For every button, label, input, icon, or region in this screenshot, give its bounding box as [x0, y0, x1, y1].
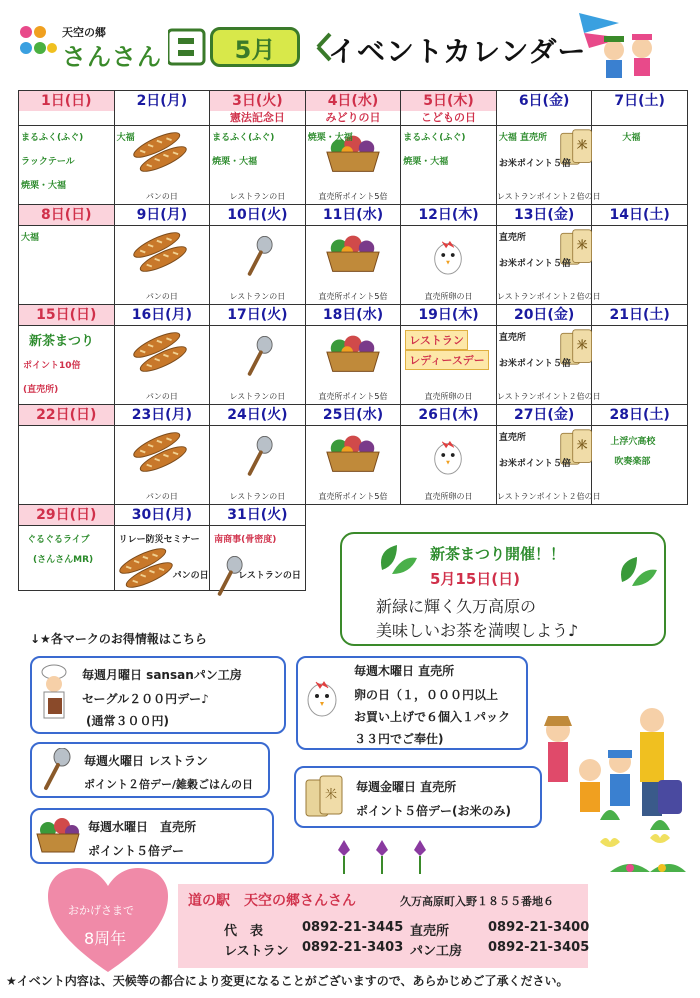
day-date: 25日(水)	[322, 407, 384, 423]
event-text: まるふく(ふぐ)	[212, 133, 275, 143]
ladle-icon	[244, 436, 274, 481]
vegetable-basket-icon	[34, 814, 82, 856]
event-text: パンの日	[172, 571, 209, 581]
event-text: 大福	[116, 133, 135, 143]
logo-small-text: 天空の郷	[62, 26, 106, 39]
day-caption: パンの日	[145, 392, 178, 401]
day-date: 31日(火)	[227, 507, 288, 523]
day-date: 8日(日)	[19, 205, 114, 225]
day-cell	[496, 126, 601, 205]
day-header	[305, 91, 401, 126]
bread-icon	[131, 430, 189, 477]
iris-flower-icon	[326, 836, 438, 876]
day-caption: パンの日	[145, 292, 178, 301]
day-header	[592, 91, 688, 126]
event-text: 焼栗・大福	[212, 157, 258, 167]
event-text: ポイント10倍	[23, 361, 81, 371]
station-address: 久万高原町入野１８５５番地６	[400, 895, 554, 908]
heart-text: おかげさまで	[68, 904, 134, 917]
day-header	[210, 205, 306, 226]
ladle-icon	[244, 236, 274, 281]
info-tue-line: 毎週火曜日 レストラン	[84, 754, 208, 768]
info-mon-line: セーグル２００円デー♪	[82, 692, 209, 706]
promo-line: 新緑に輝く久万高原の	[376, 597, 537, 616]
info-mon-line: (通常３００円)	[86, 714, 169, 728]
info-tue-line: ポイント２倍デー/雑穀ごはんの日	[84, 778, 254, 791]
day-cell	[496, 426, 601, 505]
day-date: 23日(月)	[131, 407, 192, 423]
info-mon-line: 毎週月曜日 sansanパン工房	[82, 668, 242, 682]
event-text: お米ポイント５倍	[498, 359, 571, 369]
event-text: ぐるぐるライブ	[27, 535, 90, 545]
day-header	[114, 205, 210, 226]
event-text: 新茶まつり	[29, 334, 95, 349]
event-text: まるふく(ふぐ)	[403, 133, 466, 143]
notice-text: ★イベント内容は、天候等の都合により変更になることがございますので、あらかじめご了承ください。	[6, 974, 569, 988]
day-cell	[496, 326, 601, 405]
day-date: 17日(火)	[227, 307, 288, 323]
day-date: 29日(日)	[19, 505, 114, 525]
day-header	[401, 305, 497, 326]
day-cell	[19, 126, 115, 205]
day-date: 22日(日)	[19, 405, 114, 425]
ladle-icon	[40, 748, 72, 792]
day-header	[114, 505, 210, 526]
day-caption: レストランの日	[229, 192, 286, 201]
day-cell	[210, 526, 306, 591]
svg-text:米: 米	[576, 139, 588, 152]
day-header	[592, 205, 688, 226]
day-date: 30日(月)	[131, 507, 192, 523]
day-caption: 直売所卵の日	[424, 492, 473, 501]
day-header	[305, 305, 401, 326]
month-badge: 5月	[210, 27, 300, 67]
event-text: お米ポイント５倍	[498, 159, 571, 169]
contact-phone: 0892-21-3445	[302, 920, 404, 935]
basket-icon	[324, 332, 382, 379]
day-header	[401, 205, 497, 226]
holiday-name: みどりの日	[325, 111, 381, 124]
promo-date: 5月15日(日)	[430, 570, 521, 588]
day-date: 26日(木)	[418, 407, 479, 423]
day-date: 5日(木)	[401, 91, 496, 111]
event-text: 直売所	[498, 433, 526, 443]
day-header	[19, 205, 115, 226]
info-wed-line: 毎週水曜日 直売所	[88, 820, 197, 834]
basket-icon	[324, 432, 382, 479]
event-text: 焼栗・大福	[21, 181, 67, 191]
holiday-name: こどもの日	[421, 111, 477, 124]
event-text: レディースデー	[405, 350, 488, 370]
day-cell	[592, 426, 688, 505]
day-header	[19, 305, 115, 326]
day-cell	[210, 326, 306, 405]
event-text: まるふく(ふぐ)	[21, 133, 84, 143]
event-text: 南商事(骨密度)	[214, 535, 277, 545]
event-text: 直売所	[498, 233, 526, 243]
day-date: 11日(水)	[322, 207, 384, 223]
day-cell	[19, 426, 115, 505]
station-name: 道の駅 天空の郷さんさん	[188, 893, 356, 909]
event-text: お米ポイント５倍	[498, 459, 571, 469]
day-caption: レストランの日	[229, 392, 286, 401]
day-date: 7日(土)	[614, 93, 665, 109]
day-date: 20日(金)	[513, 307, 575, 323]
promo-line: 美味しいお茶を満喫しよう♪	[376, 621, 579, 640]
day-cell	[114, 326, 210, 405]
day-header	[210, 91, 306, 126]
contact-label: 代 表	[224, 924, 264, 939]
day-caption: レストランの日	[229, 292, 286, 301]
day-header	[19, 91, 115, 126]
day-header	[401, 405, 497, 426]
day-cell	[114, 426, 210, 505]
marks-note: ↓★各マークのお得情報はこちら	[30, 632, 207, 646]
day-cell	[19, 526, 115, 591]
ladle-icon	[244, 336, 274, 381]
info-fri-line: 毎週金曜日 直売所	[356, 780, 457, 794]
day-caption: レストランポイント２倍の日	[496, 392, 601, 401]
contact-phone: 0892-21-3400	[488, 920, 590, 935]
day-date: 18日(水)	[322, 307, 384, 323]
day-caption: 直売所ポイント5倍	[318, 292, 388, 301]
day-caption: レストランポイント２倍の日	[496, 192, 601, 201]
event-text: 大福	[622, 133, 641, 143]
day-caption: パンの日	[145, 192, 178, 201]
day-caption: レストランの日	[229, 492, 286, 501]
day-caption: 直売所ポイント5倍	[318, 392, 388, 401]
heart-icon	[48, 868, 168, 976]
calendar-grid	[18, 90, 688, 591]
day-date: 13日(金)	[513, 207, 575, 223]
event-text: 焼栗・大福	[403, 157, 449, 167]
svg-text:米: 米	[576, 439, 588, 452]
butterfly-flower-icon	[590, 832, 686, 880]
event-text: 上浮穴高校	[610, 437, 656, 447]
day-header	[114, 405, 210, 426]
day-caption: パンの日	[145, 492, 178, 501]
event-text: (直売所)	[23, 385, 59, 395]
logo-dots-icon	[18, 24, 58, 60]
day-cell	[305, 326, 401, 405]
chicken-icon	[429, 434, 467, 481]
tea-leaf-icon	[372, 540, 422, 580]
day-date: 15日(日)	[19, 305, 114, 325]
promo-heading: 新茶まつり開催！！	[430, 545, 566, 563]
day-header	[496, 405, 592, 426]
day-header	[496, 205, 592, 226]
event-text: 直売所	[498, 333, 526, 343]
event-text: (さんさんMR)	[33, 555, 94, 565]
bread-icon	[117, 546, 175, 593]
day-cell	[592, 226, 688, 305]
day-date: 4日(水)	[306, 91, 401, 111]
day-date: 1日(日)	[19, 91, 114, 111]
svg-text:米: 米	[576, 339, 588, 352]
day-header	[210, 305, 306, 326]
event-text: リレー防災セミナー	[118, 535, 200, 545]
day-date: 9日(月)	[136, 207, 188, 223]
day-header	[114, 91, 210, 126]
day-header	[496, 305, 592, 326]
day-cell	[114, 526, 210, 591]
day-cell	[19, 326, 115, 405]
basket-icon	[324, 232, 382, 279]
day-caption: 直売所ポイント5倍	[318, 492, 388, 501]
day-date: 28日(土)	[609, 407, 670, 423]
baker-icon	[34, 664, 74, 726]
day-date: 3日(火)	[210, 91, 305, 111]
day-header	[592, 405, 688, 426]
event-text: 吹奏楽部	[614, 457, 651, 467]
day-cell	[305, 126, 401, 205]
day-caption: 直売所ポイント5倍	[318, 192, 388, 201]
day-caption: 直売所卵の日	[424, 292, 473, 301]
day-cell	[114, 226, 210, 305]
day-header	[114, 305, 210, 326]
kids-flag-icon	[574, 8, 674, 88]
day-header	[305, 205, 401, 226]
day-cell	[592, 326, 688, 405]
contact-label: パン工房	[410, 944, 463, 959]
day-cell	[401, 226, 497, 305]
event-text: 大福	[21, 233, 40, 243]
day-cell	[305, 426, 401, 505]
chicken-icon	[429, 234, 467, 281]
svg-text:米: 米	[576, 239, 588, 252]
bread-icon	[131, 330, 189, 377]
day-cell	[305, 226, 401, 305]
info-thu-line: 毎週木曜日 直売所	[354, 664, 455, 678]
day-caption: 直売所卵の日	[424, 392, 473, 401]
bread-icon	[131, 230, 189, 277]
contact-phone: 0892-21-3405	[488, 940, 590, 955]
event-text: レストランの日	[238, 571, 301, 581]
day-cell	[210, 126, 306, 205]
day-cell	[210, 426, 306, 505]
day-cell	[401, 426, 497, 505]
anniversary-text: 8周年	[84, 929, 127, 948]
tea-leaf-icon	[612, 552, 662, 592]
day-date: 10日(火)	[227, 207, 288, 223]
day-cell	[401, 126, 497, 205]
info-wed-line: ポイント５倍デー	[88, 844, 185, 858]
day-cell	[401, 326, 497, 405]
info-thu-line: ３３円でご奉仕)	[354, 732, 444, 746]
event-text: 焼栗・大福	[307, 133, 353, 143]
contact-phone: 0892-21-3403	[302, 940, 404, 955]
event-text: お米ポイント５倍	[498, 259, 571, 269]
event-text: レストラン	[405, 330, 468, 350]
day-date: 21日(土)	[609, 307, 670, 323]
day-date: 6日(金)	[518, 93, 570, 109]
day-header	[19, 405, 115, 426]
info-thu-line: お買い上げで６個入１パック	[354, 710, 511, 724]
day-date: 14日(土)	[609, 207, 670, 223]
chicken-icon	[302, 674, 342, 720]
family-travel-icon	[530, 690, 690, 840]
day-cell	[592, 126, 688, 205]
day-header	[592, 305, 688, 326]
info-fri-line: ポイント５倍デー(お米のみ)	[356, 804, 511, 818]
contact-label: レストラン	[224, 944, 289, 959]
page-title: イベントカレンダー	[328, 35, 587, 68]
day-header	[401, 91, 497, 126]
event-text: 大福 直売所	[498, 133, 547, 143]
logo-name: さんさん	[62, 43, 162, 71]
day-cell	[19, 226, 115, 305]
contact-label: 直売所	[410, 924, 450, 939]
rice-bag-icon	[304, 772, 346, 820]
event-text: ラックテール	[21, 157, 75, 167]
day-date: 16日(月)	[131, 307, 192, 323]
day-caption: レストランポイント２倍の日	[496, 292, 601, 301]
day-header	[305, 405, 401, 426]
day-date: 27日(金)	[513, 407, 575, 423]
info-thu-line: 卵の日（１，０００円以上	[354, 688, 499, 702]
day-header	[496, 91, 592, 126]
day-header	[210, 405, 306, 426]
bread-icon	[131, 130, 189, 177]
day-cell	[210, 226, 306, 305]
day-header	[19, 505, 115, 526]
holiday-name: 憲法記念日	[229, 111, 285, 124]
day-cell	[496, 226, 601, 305]
day-date: 12日(木)	[418, 207, 479, 223]
day-date: 19日(木)	[418, 307, 479, 323]
day-caption: レストランポイント２倍の日	[496, 492, 601, 501]
day-cell	[114, 126, 210, 205]
svg-text:米: 米	[324, 787, 338, 801]
day-header	[210, 505, 306, 526]
day-date: 24日(火)	[227, 407, 288, 423]
day-date: 2日(月)	[136, 93, 188, 109]
